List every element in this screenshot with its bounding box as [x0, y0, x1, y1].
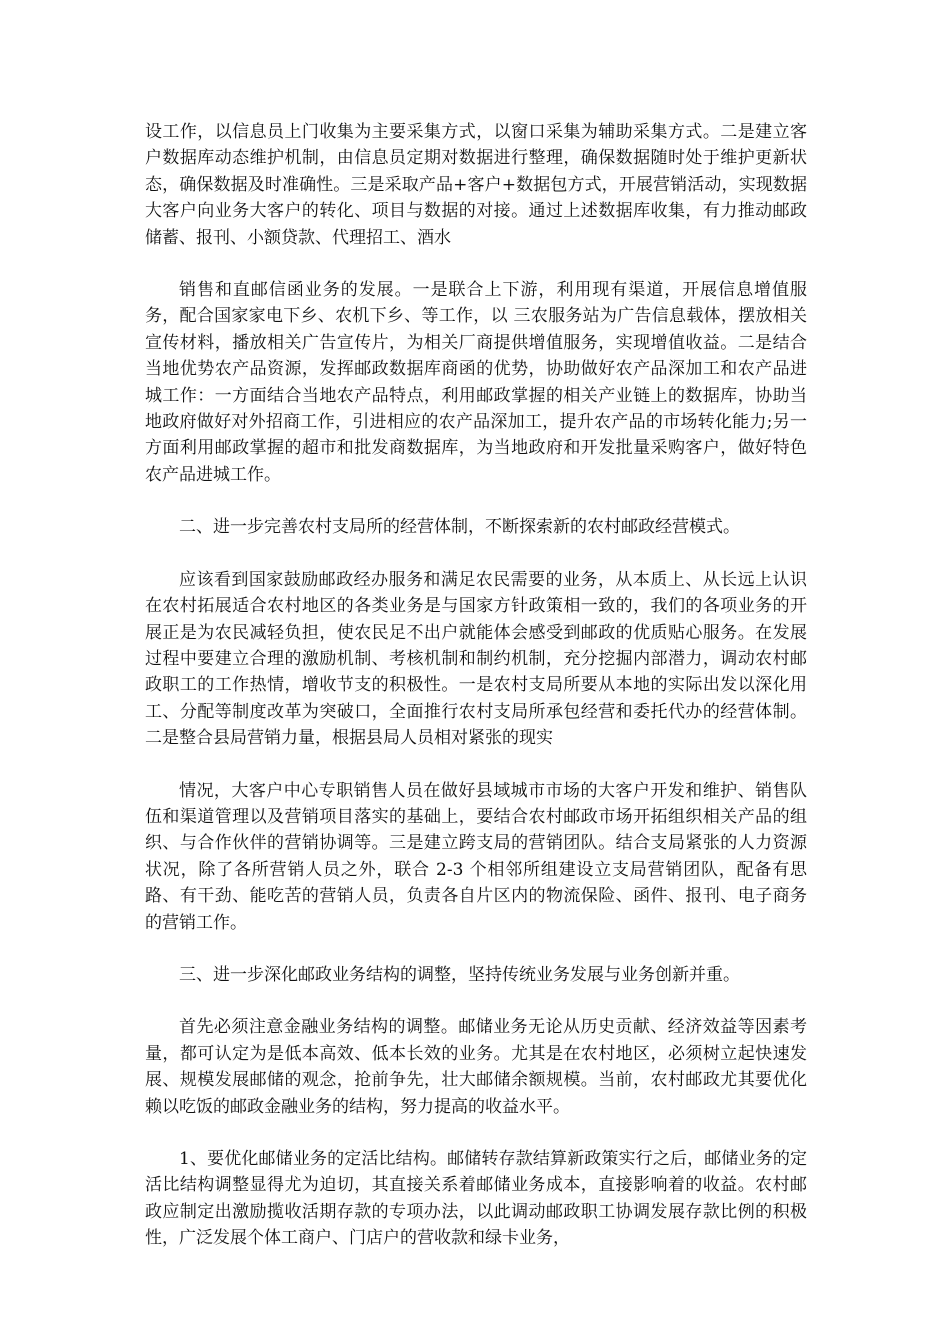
document-body	[145, 119, 807, 1278]
paragraph-1: 设工作，以信息员上门收集为主要采集方式，以窗口采集为辅助采集方式。二是建立客户数据库动态维护机制，由信息员定期对数据进行整理，确保数据随时处于维护更新状态，确保数据及时准确性。三是采取产品+客户+数据包方式，开展营销活动，实现数据大客户向业务大客户的转化、项目与数据的对接。通过上述数据库收集，有力推动邮政储蓄、报刊、小额贷款、代理招工、酒水	[145, 122, 807, 248]
paragraph-6: 1、要优化邮储业务的定活比结构。邮储转存款结算新政策实行之后，邮储业务的定活比结构调整显得尤为迫切，其直接关系着邮储业务成本，直接影响着的收益。农村邮政应制定出激励揽收活期存款的专项办法，以此调动邮政职工协调发展存款比例的积极性，广泛发展个体工商户、门店户的营收款和绿卡业务，	[145, 1149, 807, 1249]
section-heading-2: 二、进一步完善农村支局所的经营体制，不断探索新的农村邮政经营模式。	[179, 517, 740, 538]
paragraph-4: 情况，大客户中心专职销售人员在做好县域城市市场的大客户开发和维护、销售队伍和渠道管理以及营销项目落实的基础上，要结合农村邮政市场开拓组织相关产品的组织、与合作伙伴的营销协调等。三是建立跨支局的营销团队。结合支局紧张的人力资源状况，除了各所营销人员之外，联合 2-3 个相邻所组建设立支局营销团队，配备有思路、有干劲、能吃苦的营销人员，负责各自片区内的物流保险、函件、报刊、电子商务的营销工作。	[145, 780, 807, 933]
paragraph-2: 销售和直邮信函业务的发展。一是联合上下游，利用现有渠道，开展信息增值服务，配合国家家电下乡、农机下乡、等工作，以 三农服务站为广告信息载体，摆放相关宣传材料，播放相关广告宣传片，为相关厂商提供增值服务，实现增值收益。二是结合当地优势农产品资源，发挥邮政数据库商函的优势，协助做好农产品深加工和农产品进城工作：一方面结合当地农产品特点，利用邮政掌握的相关产业链上的数据库，协助当地政府做好对外招商工作，引进相应的农产品深加工，提升农产品的市场转化能力;另一方面利用邮政掌握的超市和批发商数据库，为当地政府和开发批量采购客户，做好特色农产品进城工作。	[145, 280, 807, 485]
section-heading-3: 三、进一步深化邮政业务结构的调整，坚持传统业务发展与业务创新并重。	[179, 964, 740, 985]
paragraph-3: 应该看到国家鼓励邮政经办服务和满足农民需要的业务，从本质上、从长远上认识在农村拓展适合农村地区的各类业务是与国家方针政策相一致的，我们的各项业务的开展正是为农民减轻负担，使农民足不出户就能体会感受到邮政的优质贴心服务。在发展过程中要建立合理的激励机制、考核机制和制约机制，充分挖掘内部潜力，调动农村邮政职工的工作热情，增收节支的积极性。一是农村支局所要从本地的实际出发以深化用工、分配等制度改革为突破口，全面推行农村支局所承包经营和委托代办的经营体制。二是整合县局营销力量，根据县局人员相对紧张的现实	[145, 569, 807, 749]
paragraph-5: 首先必须注意金融业务结构的调整。邮储业务无论从历史贡献、经济效益等因素考量，都可认定为是低本高效、低本长效的业务。尤其是在农村地区，必须树立起快速发展、规模发展邮储的观念，抢前争先，壮大邮储余额规模。当前，农村邮政尤其要优化赖以吃饭的邮政金融业务的结构，努力提高的收益水平。	[145, 1017, 807, 1117]
